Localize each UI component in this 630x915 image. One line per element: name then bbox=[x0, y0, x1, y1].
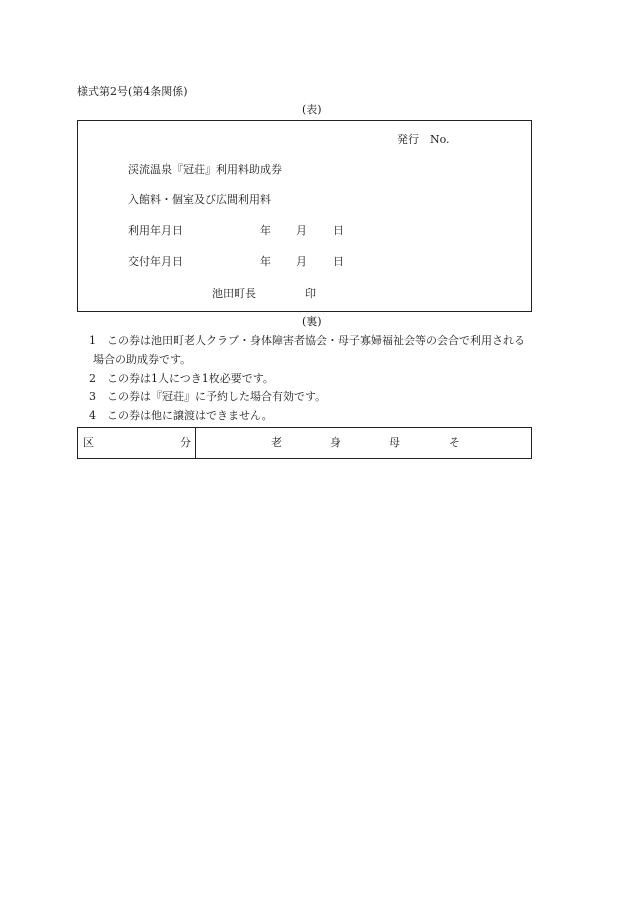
category-value: 母 bbox=[389, 436, 400, 449]
note-text: この券は『冠荘』に予約した場合有効です。 bbox=[107, 390, 327, 403]
note-text: この券は1人につき1枚必要です。 bbox=[107, 372, 274, 385]
back-side-label: (裏) bbox=[302, 315, 322, 328]
ticket-title: 渓流温泉『冠荘』利用料助成券 bbox=[128, 163, 282, 176]
note-number: 2 bbox=[89, 372, 96, 385]
category-header-char: 区 bbox=[83, 436, 94, 449]
note-text: この券は他に譲渡はできません。 bbox=[107, 409, 273, 422]
issue-date-day: 日 bbox=[333, 255, 344, 268]
note-text: この券は池田町老人クラブ・身体障害者協会・母子寡婦福祉会等の会合で利用される bbox=[107, 334, 525, 347]
issue-date-month: 月 bbox=[296, 255, 307, 268]
category-value: そ bbox=[449, 436, 460, 449]
form-number-label: 様式第2号(第4条関係) bbox=[77, 85, 188, 98]
category-value: 老 bbox=[271, 436, 282, 449]
issue-date-label: 交付年月日 bbox=[128, 255, 183, 268]
front-side-label: (表) bbox=[302, 103, 322, 116]
use-date-label: 利用年月日 bbox=[128, 224, 183, 237]
use-date-day: 日 bbox=[333, 224, 344, 237]
issue-date-year: 年 bbox=[260, 255, 271, 268]
issue-number-field: 発行 No. bbox=[397, 133, 450, 146]
ticket-front-box bbox=[77, 120, 532, 312]
category-table bbox=[77, 427, 532, 459]
use-date-month: 月 bbox=[296, 224, 307, 237]
fee-description: 入館料・個室及び広間利用料 bbox=[128, 193, 271, 206]
category-value: 身 bbox=[330, 436, 341, 449]
seal-mark: 印 bbox=[305, 287, 316, 300]
note-number: 3 bbox=[89, 390, 96, 403]
mayor-signature-label: 池田町長 bbox=[212, 287, 256, 300]
note-number: 1 bbox=[89, 334, 96, 347]
note-number: 4 bbox=[89, 409, 96, 422]
note-text-continued: 場合の助成券です。 bbox=[93, 353, 192, 366]
category-header-char: 分 bbox=[180, 436, 191, 449]
category-table-divider bbox=[195, 427, 196, 459]
use-date-year: 年 bbox=[260, 224, 271, 237]
